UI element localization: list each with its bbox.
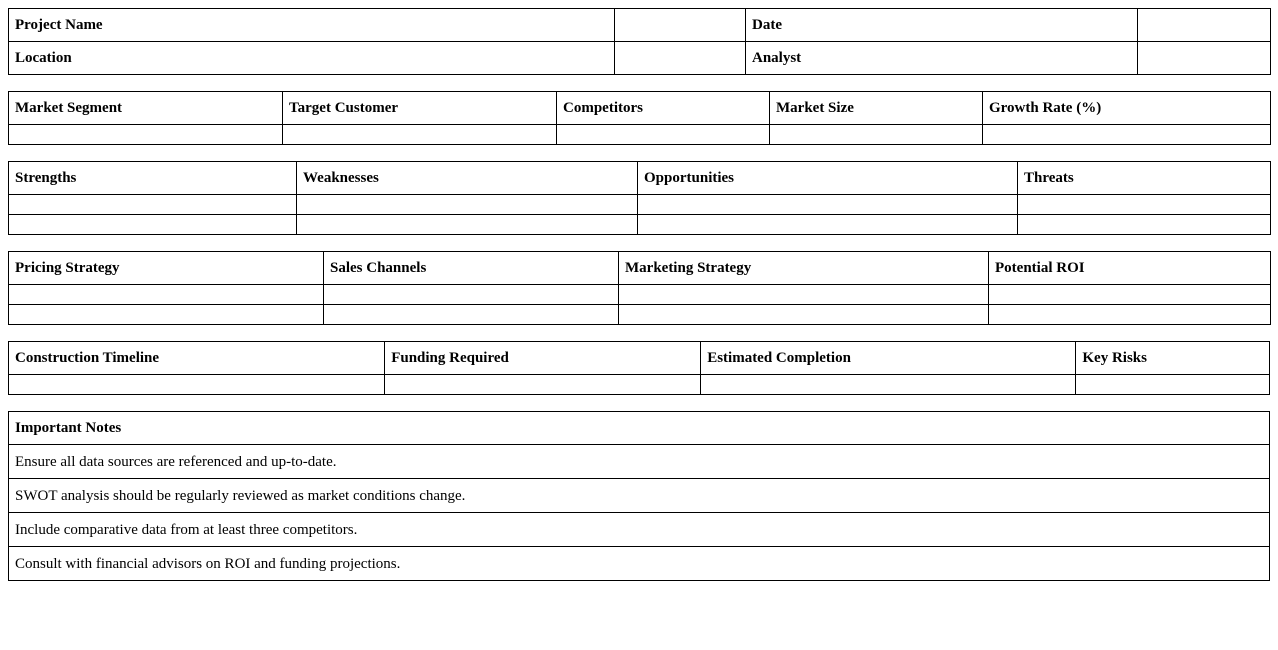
note-item: Include comparative data from at least three competitors. [9, 513, 1270, 547]
note-item: Ensure all data sources are referenced and up-to-date. [9, 445, 1270, 479]
table-row [9, 195, 1271, 215]
sales-channels-header: Sales Channels [324, 252, 619, 285]
table-row [9, 479, 1270, 513]
market-size-header: Market Size [770, 92, 983, 125]
market-size-cell[interactable] [770, 125, 983, 145]
table-row [9, 305, 1271, 325]
strengths-cell[interactable] [9, 215, 297, 235]
pricing-strategy-header: Pricing Strategy [9, 252, 324, 285]
important-notes-header: Important Notes [9, 412, 1270, 445]
date-value[interactable] [1138, 9, 1271, 42]
market-analysis-table [8, 91, 1271, 145]
competitors-header: Competitors [557, 92, 770, 125]
sales-channels-cell[interactable] [324, 285, 619, 305]
table-row [9, 547, 1270, 581]
table-row [9, 285, 1271, 305]
project-name-value[interactable] [615, 9, 746, 42]
location-label: Location [9, 42, 615, 75]
threats-header: Threats [1018, 162, 1271, 195]
construction-timeline-cell[interactable] [9, 375, 385, 395]
analyst-value[interactable] [1138, 42, 1271, 75]
potential-roi-cell[interactable] [989, 285, 1271, 305]
weaknesses-cell[interactable] [297, 195, 638, 215]
pricing-strategy-cell[interactable] [9, 285, 324, 305]
project-logistics-table [8, 341, 1270, 395]
marketing-strategy-cell[interactable] [619, 305, 989, 325]
funding-required-cell[interactable] [385, 375, 701, 395]
table-header-row [9, 92, 1271, 125]
project-name-label: Project Name [9, 9, 615, 42]
table-header-row [9, 342, 1270, 375]
swot-table [8, 161, 1271, 235]
project-header-table [8, 8, 1271, 75]
note-item: Consult with financial advisors on ROI and funding projections. [9, 547, 1270, 581]
competitors-cell[interactable] [557, 125, 770, 145]
opportunities-cell[interactable] [638, 215, 1018, 235]
date-label: Date [746, 9, 1138, 42]
table-row [9, 42, 1271, 75]
funding-required-header: Funding Required [385, 342, 701, 375]
marketing-strategy-header: Marketing Strategy [619, 252, 989, 285]
weaknesses-header: Weaknesses [297, 162, 638, 195]
analyst-label: Analyst [746, 42, 1138, 75]
note-item: SWOT analysis should be regularly reviewed as market conditions change. [9, 479, 1270, 513]
estimated-completion-cell[interactable] [701, 375, 1076, 395]
strengths-cell[interactable] [9, 195, 297, 215]
growth-rate-cell[interactable] [983, 125, 1271, 145]
threats-cell[interactable] [1018, 195, 1271, 215]
pricing-strategy-cell[interactable] [9, 305, 324, 325]
market-segment-cell[interactable] [9, 125, 283, 145]
target-customer-header: Target Customer [283, 92, 557, 125]
potential-roi-header: Potential ROI [989, 252, 1271, 285]
table-header-row [9, 412, 1270, 445]
table-header-row [9, 252, 1271, 285]
sales-channels-cell[interactable] [324, 305, 619, 325]
table-row [9, 513, 1270, 547]
table-row [9, 215, 1271, 235]
strategy-table [8, 251, 1271, 325]
construction-timeline-header: Construction Timeline [9, 342, 385, 375]
table-header-row [9, 162, 1271, 195]
key-risks-cell[interactable] [1076, 375, 1270, 395]
growth-rate-header: Growth Rate (%) [983, 92, 1271, 125]
opportunities-header: Opportunities [638, 162, 1018, 195]
table-row [9, 445, 1270, 479]
market-segment-header: Market Segment [9, 92, 283, 125]
strengths-header: Strengths [9, 162, 297, 195]
potential-roi-cell[interactable] [989, 305, 1271, 325]
estimated-completion-header: Estimated Completion [701, 342, 1076, 375]
weaknesses-cell[interactable] [297, 215, 638, 235]
table-row [9, 9, 1271, 42]
target-customer-cell[interactable] [283, 125, 557, 145]
important-notes-table [8, 411, 1270, 581]
table-row [9, 125, 1271, 145]
threats-cell[interactable] [1018, 215, 1271, 235]
opportunities-cell[interactable] [638, 195, 1018, 215]
key-risks-header: Key Risks [1076, 342, 1270, 375]
table-row [9, 375, 1270, 395]
location-value[interactable] [615, 42, 746, 75]
marketing-strategy-cell[interactable] [619, 285, 989, 305]
